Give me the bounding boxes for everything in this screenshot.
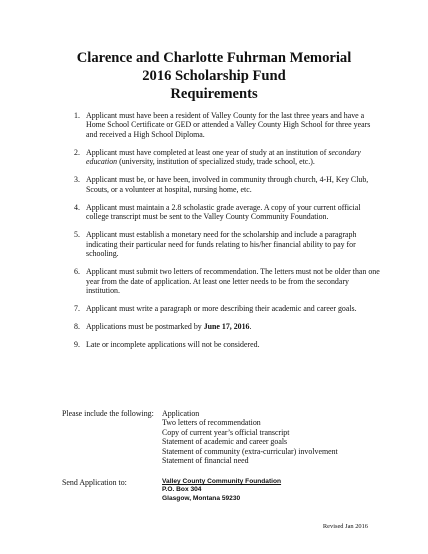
requirement-text: Applications must be postmarked by [86, 322, 204, 332]
city-state-zip: Glasgow, Montana 59230 [162, 494, 241, 502]
requirement-number: 9. [74, 340, 80, 350]
po-box: P.O. Box 304 [162, 486, 202, 494]
requirement-text: Applicant must be, or have been, involved in community through church, 4-H, Key Club, Scouts, or a volunteer at hospital, nursing home, etc. [86, 175, 369, 194]
document-title [0, 49, 428, 103]
requirement-number: 6. [74, 267, 80, 277]
requirement-item [62, 230, 380, 258]
requirement-number: 8. [74, 322, 80, 332]
requirement-item [62, 175, 380, 194]
include-items [162, 409, 338, 465]
requirement-text: Applicant must write a paragraph or more describing their academic and career goals. [86, 304, 357, 314]
include-item: Statement of academic and career goals [162, 437, 288, 447]
requirement-text: Applicant must have completed at least one year of study at an institution of [86, 147, 329, 157]
include-item: Two letters of recommendation [162, 418, 261, 428]
send-label: Send Application to: [62, 478, 127, 487]
requirement-number: 2. [74, 147, 80, 157]
include-label: Please include the following: [62, 409, 154, 418]
requirement-text-tail: . [249, 322, 252, 332]
requirement-item [62, 340, 380, 349]
requirement-text: Applicant must establish a monetary need for the scholarship and include a paragraph indicating their particular need for funds relating to his/her financial ability to pay for schooling. [86, 230, 357, 259]
requirement-text: Applicant must submit two letters of recommendation. The letters must not be older than one year from the date of application. At least one letter needs to be from the secondary institution. [86, 267, 380, 296]
requirement-item [62, 203, 380, 222]
requirement-text: Late or incomplete applications will not be considered. [86, 340, 260, 350]
requirement-number: 7. [74, 304, 80, 314]
requirement-number: 1. [74, 111, 80, 120]
title-line-2: 2016 Scholarship Fund [142, 68, 286, 84]
include-item: Statement of financial need [162, 456, 249, 466]
include-item: Statement of community (extra-curricular) involvement [162, 446, 338, 456]
include-item: Copy of current year’s official transcript [162, 427, 290, 437]
requirements-list [62, 111, 380, 359]
requirement-text: Applicant must maintain a 2.8 scholastic grade average. A copy of your current official college transcript must be sent to the Valley County Community Foundation. [86, 202, 361, 222]
requirement-item [62, 148, 380, 167]
requirement-emphasis: secondary education [86, 147, 361, 167]
include-item: Application [162, 409, 200, 418]
requirement-number: 3. [74, 175, 80, 185]
requirement-number: 4. [74, 202, 80, 212]
requirement-number: 5. [74, 230, 80, 240]
requirement-text: Applicant must have been a resident of Valley County for the last three years and have a Home School Certificate or GED or attended a Valley County High School for three years and received a High School Diploma. [86, 111, 371, 139]
requirement-item [62, 111, 380, 139]
requirement-item [62, 267, 380, 295]
revision-note: Revised Jan 2016 [322, 523, 368, 530]
requirement-text-tail: (university, institution of specialized study, trade school, etc.). [117, 157, 315, 167]
mailing-address [162, 478, 281, 503]
title-line-3: Requirements [170, 86, 258, 102]
requirement-item [62, 322, 380, 331]
organization-name: Valley County Community Foundation [162, 478, 282, 485]
deadline-date: June 17, 2016 [203, 322, 250, 332]
requirement-item [62, 304, 380, 313]
title-line-1: Clarence and Charlotte Fuhrman Memorial [76, 50, 352, 66]
